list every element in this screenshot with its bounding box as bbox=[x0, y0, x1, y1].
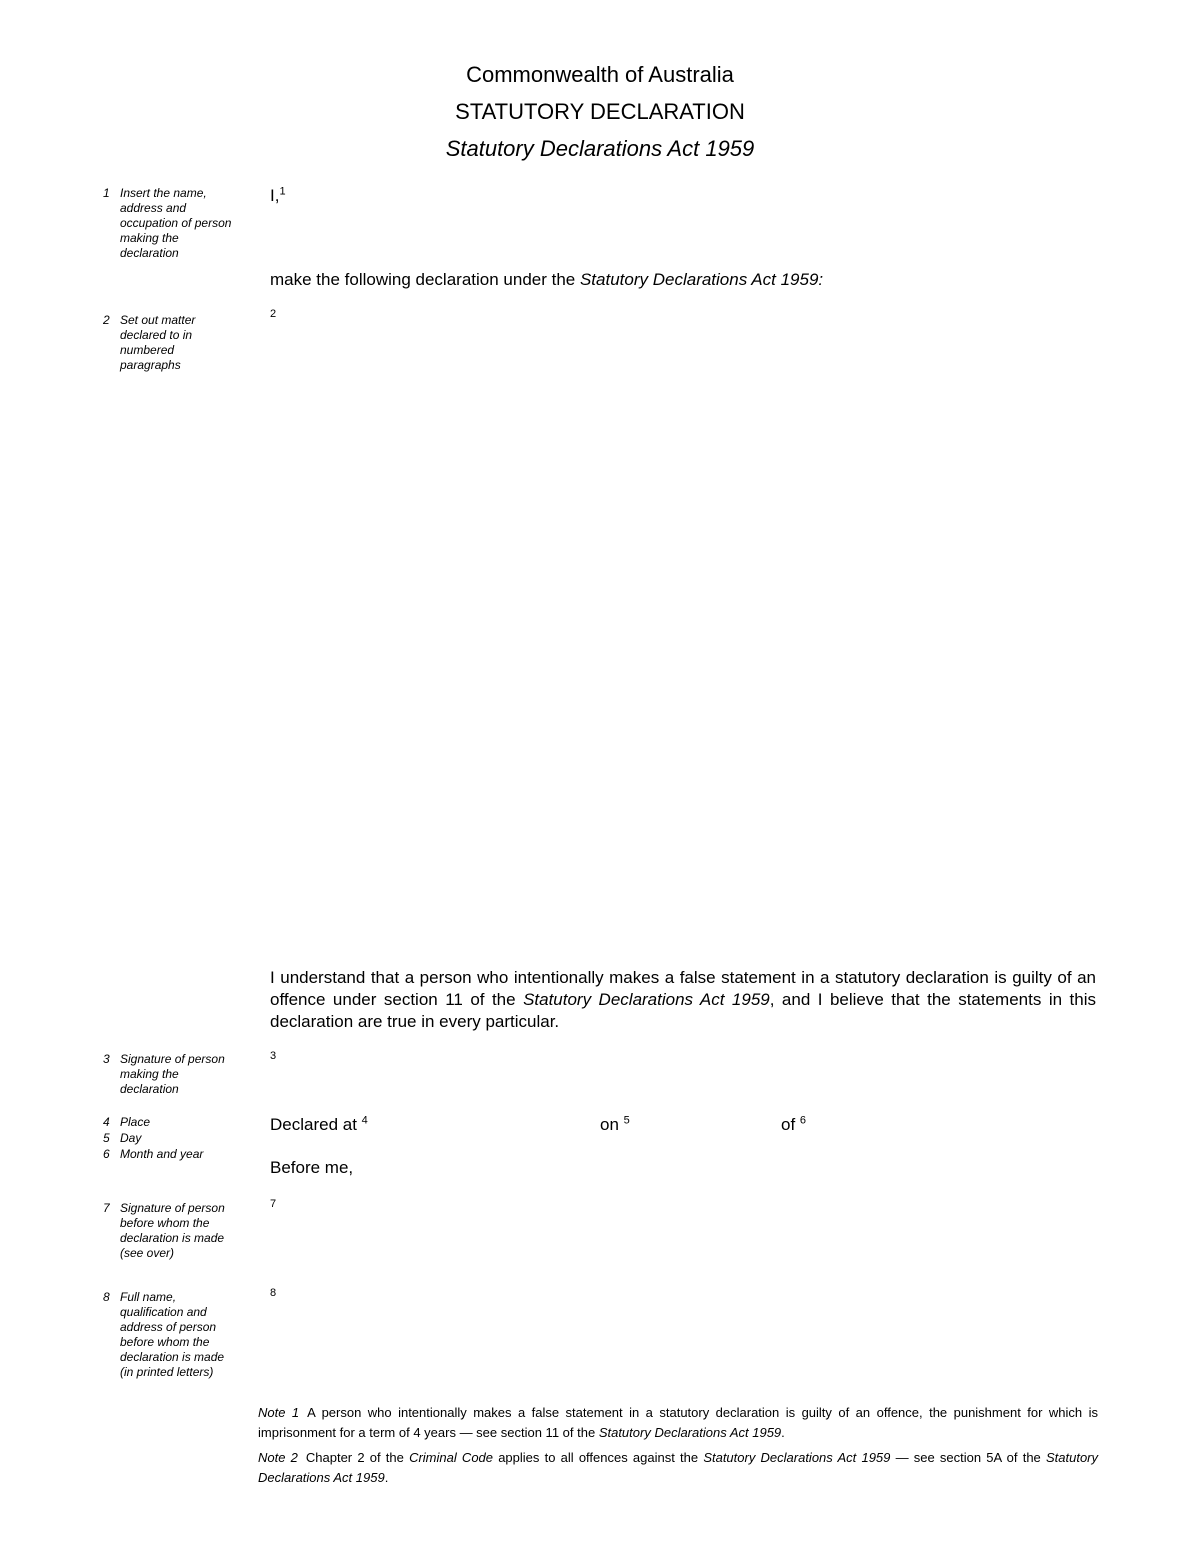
footnote-marker-5: 5 bbox=[623, 1114, 630, 1127]
footnote-marker-7: 7 bbox=[270, 1198, 277, 1210]
margin-note-number: 8 bbox=[103, 1290, 110, 1304]
declared-at-text: Declared at bbox=[270, 1115, 357, 1134]
note-2-code: Criminal Code bbox=[409, 1450, 494, 1465]
margin-note-text: Place bbox=[120, 1115, 151, 1129]
footnote-marker-1: 1 bbox=[279, 185, 286, 198]
declarant-details-field[interactable] bbox=[290, 182, 1090, 252]
margin-note-text: Full name, qualification and address of person before whom the declaration is made (in printed letters) bbox=[120, 1290, 225, 1379]
declarant-prefix: I, bbox=[270, 186, 280, 205]
form-act-subtitle: Statutory Declarations Act 1959 bbox=[445, 136, 755, 161]
margin-note-3 bbox=[103, 1052, 233, 1097]
note-2-act-2: Statutory Declarations Act 1959 bbox=[258, 1450, 1099, 1485]
declaration-intro-text: make the following declaration under the bbox=[270, 270, 580, 289]
margin-note-text: Signature of person making the declaration bbox=[120, 1052, 225, 1096]
margin-note-text: Insert the name, address and occupation of person making the declaration bbox=[120, 186, 232, 260]
margin-note-number: 4 bbox=[103, 1115, 110, 1129]
margin-note-4 bbox=[103, 1115, 233, 1130]
margin-note-6 bbox=[103, 1147, 233, 1162]
note-1 bbox=[258, 1403, 1098, 1443]
margin-note-2 bbox=[103, 313, 233, 373]
margin-note-number: 1 bbox=[103, 186, 110, 200]
note-2-label: Note 2 bbox=[258, 1450, 298, 1465]
understanding-text-1: I understand that a person who intentionally makes a false statement in a statutory declaration is guilty of an offence under section 11 of the bbox=[270, 968, 1096, 1009]
declared-at-label bbox=[270, 1114, 368, 1136]
margin-note-7 bbox=[103, 1201, 233, 1261]
of-label bbox=[781, 1114, 806, 1136]
note-1-end: . bbox=[781, 1425, 785, 1440]
before-me-label: Before me, bbox=[270, 1158, 354, 1177]
footnote-marker-8: 8 bbox=[270, 1287, 277, 1299]
understanding-text-2: , and I believe that the statements in this declaration are true in every particular. bbox=[270, 990, 1096, 1031]
margin-note-number: 6 bbox=[103, 1147, 110, 1161]
witness-signature-field[interactable] bbox=[285, 1193, 785, 1268]
margin-note-number: 7 bbox=[103, 1201, 110, 1215]
note-2-act-1: Statutory Declarations Act 1959 bbox=[703, 1450, 891, 1465]
footnote-marker-4: 4 bbox=[361, 1114, 368, 1127]
note-1-label: Note 1 bbox=[258, 1405, 300, 1420]
note-2-text-3: — see section 5A of the bbox=[890, 1450, 1046, 1465]
declaration-intro bbox=[270, 269, 823, 291]
understanding-act: Statutory Declarations Act 1959 bbox=[523, 990, 770, 1009]
margin-note-8 bbox=[103, 1290, 233, 1380]
margin-note-1 bbox=[103, 186, 233, 261]
margin-note-number: 2 bbox=[103, 313, 110, 327]
margin-note-text: Signature of person before whom the declaration is made (see over) bbox=[120, 1201, 225, 1260]
of-text: of bbox=[781, 1115, 796, 1134]
margin-note-5 bbox=[103, 1131, 233, 1146]
form-title: STATUTORY DECLARATION bbox=[455, 99, 745, 124]
footnote-marker-3: 3 bbox=[270, 1050, 277, 1062]
note-2-text-1: Chapter 2 of the bbox=[305, 1450, 410, 1465]
month-year-field[interactable] bbox=[815, 1110, 1095, 1140]
margin-note-number: 5 bbox=[103, 1131, 110, 1145]
declarant-line bbox=[270, 185, 286, 207]
on-label bbox=[600, 1114, 630, 1136]
declarant-signature-field[interactable] bbox=[285, 1045, 785, 1095]
note-2-text-2: applies to all offences against the bbox=[493, 1450, 704, 1465]
footnote-marker-2: 2 bbox=[270, 308, 277, 320]
place-field[interactable] bbox=[385, 1110, 590, 1140]
note-2-end: . bbox=[384, 1470, 389, 1485]
note-1-act: Statutory Declarations Act 1959 bbox=[598, 1425, 782, 1440]
day-field[interactable] bbox=[640, 1110, 770, 1140]
on-text: on bbox=[600, 1115, 619, 1134]
footnote-marker-6: 6 bbox=[799, 1114, 807, 1127]
margin-note-text: Set out matter declared to in numbered paragraphs bbox=[120, 313, 196, 372]
note-2 bbox=[258, 1448, 1098, 1488]
margin-note-text: Day bbox=[120, 1131, 142, 1145]
note-1-text: A person who intentionally makes a false statement in a statutory declaration is guilty of an offence, the punishment for which is imprisonment for a term of 4 years — see section 11 of the bbox=[258, 1405, 1098, 1440]
margin-note-text: Month and year bbox=[120, 1147, 204, 1161]
witness-details-field[interactable] bbox=[285, 1282, 1095, 1392]
form-jurisdiction: Commonwealth of Australia bbox=[466, 62, 734, 87]
understanding-paragraph bbox=[270, 967, 1096, 1033]
declaration-intro-act: Statutory Declarations Act 1959: bbox=[579, 270, 824, 289]
declaration-matter-field[interactable] bbox=[270, 325, 1098, 955]
margin-note-number: 3 bbox=[103, 1052, 110, 1066]
